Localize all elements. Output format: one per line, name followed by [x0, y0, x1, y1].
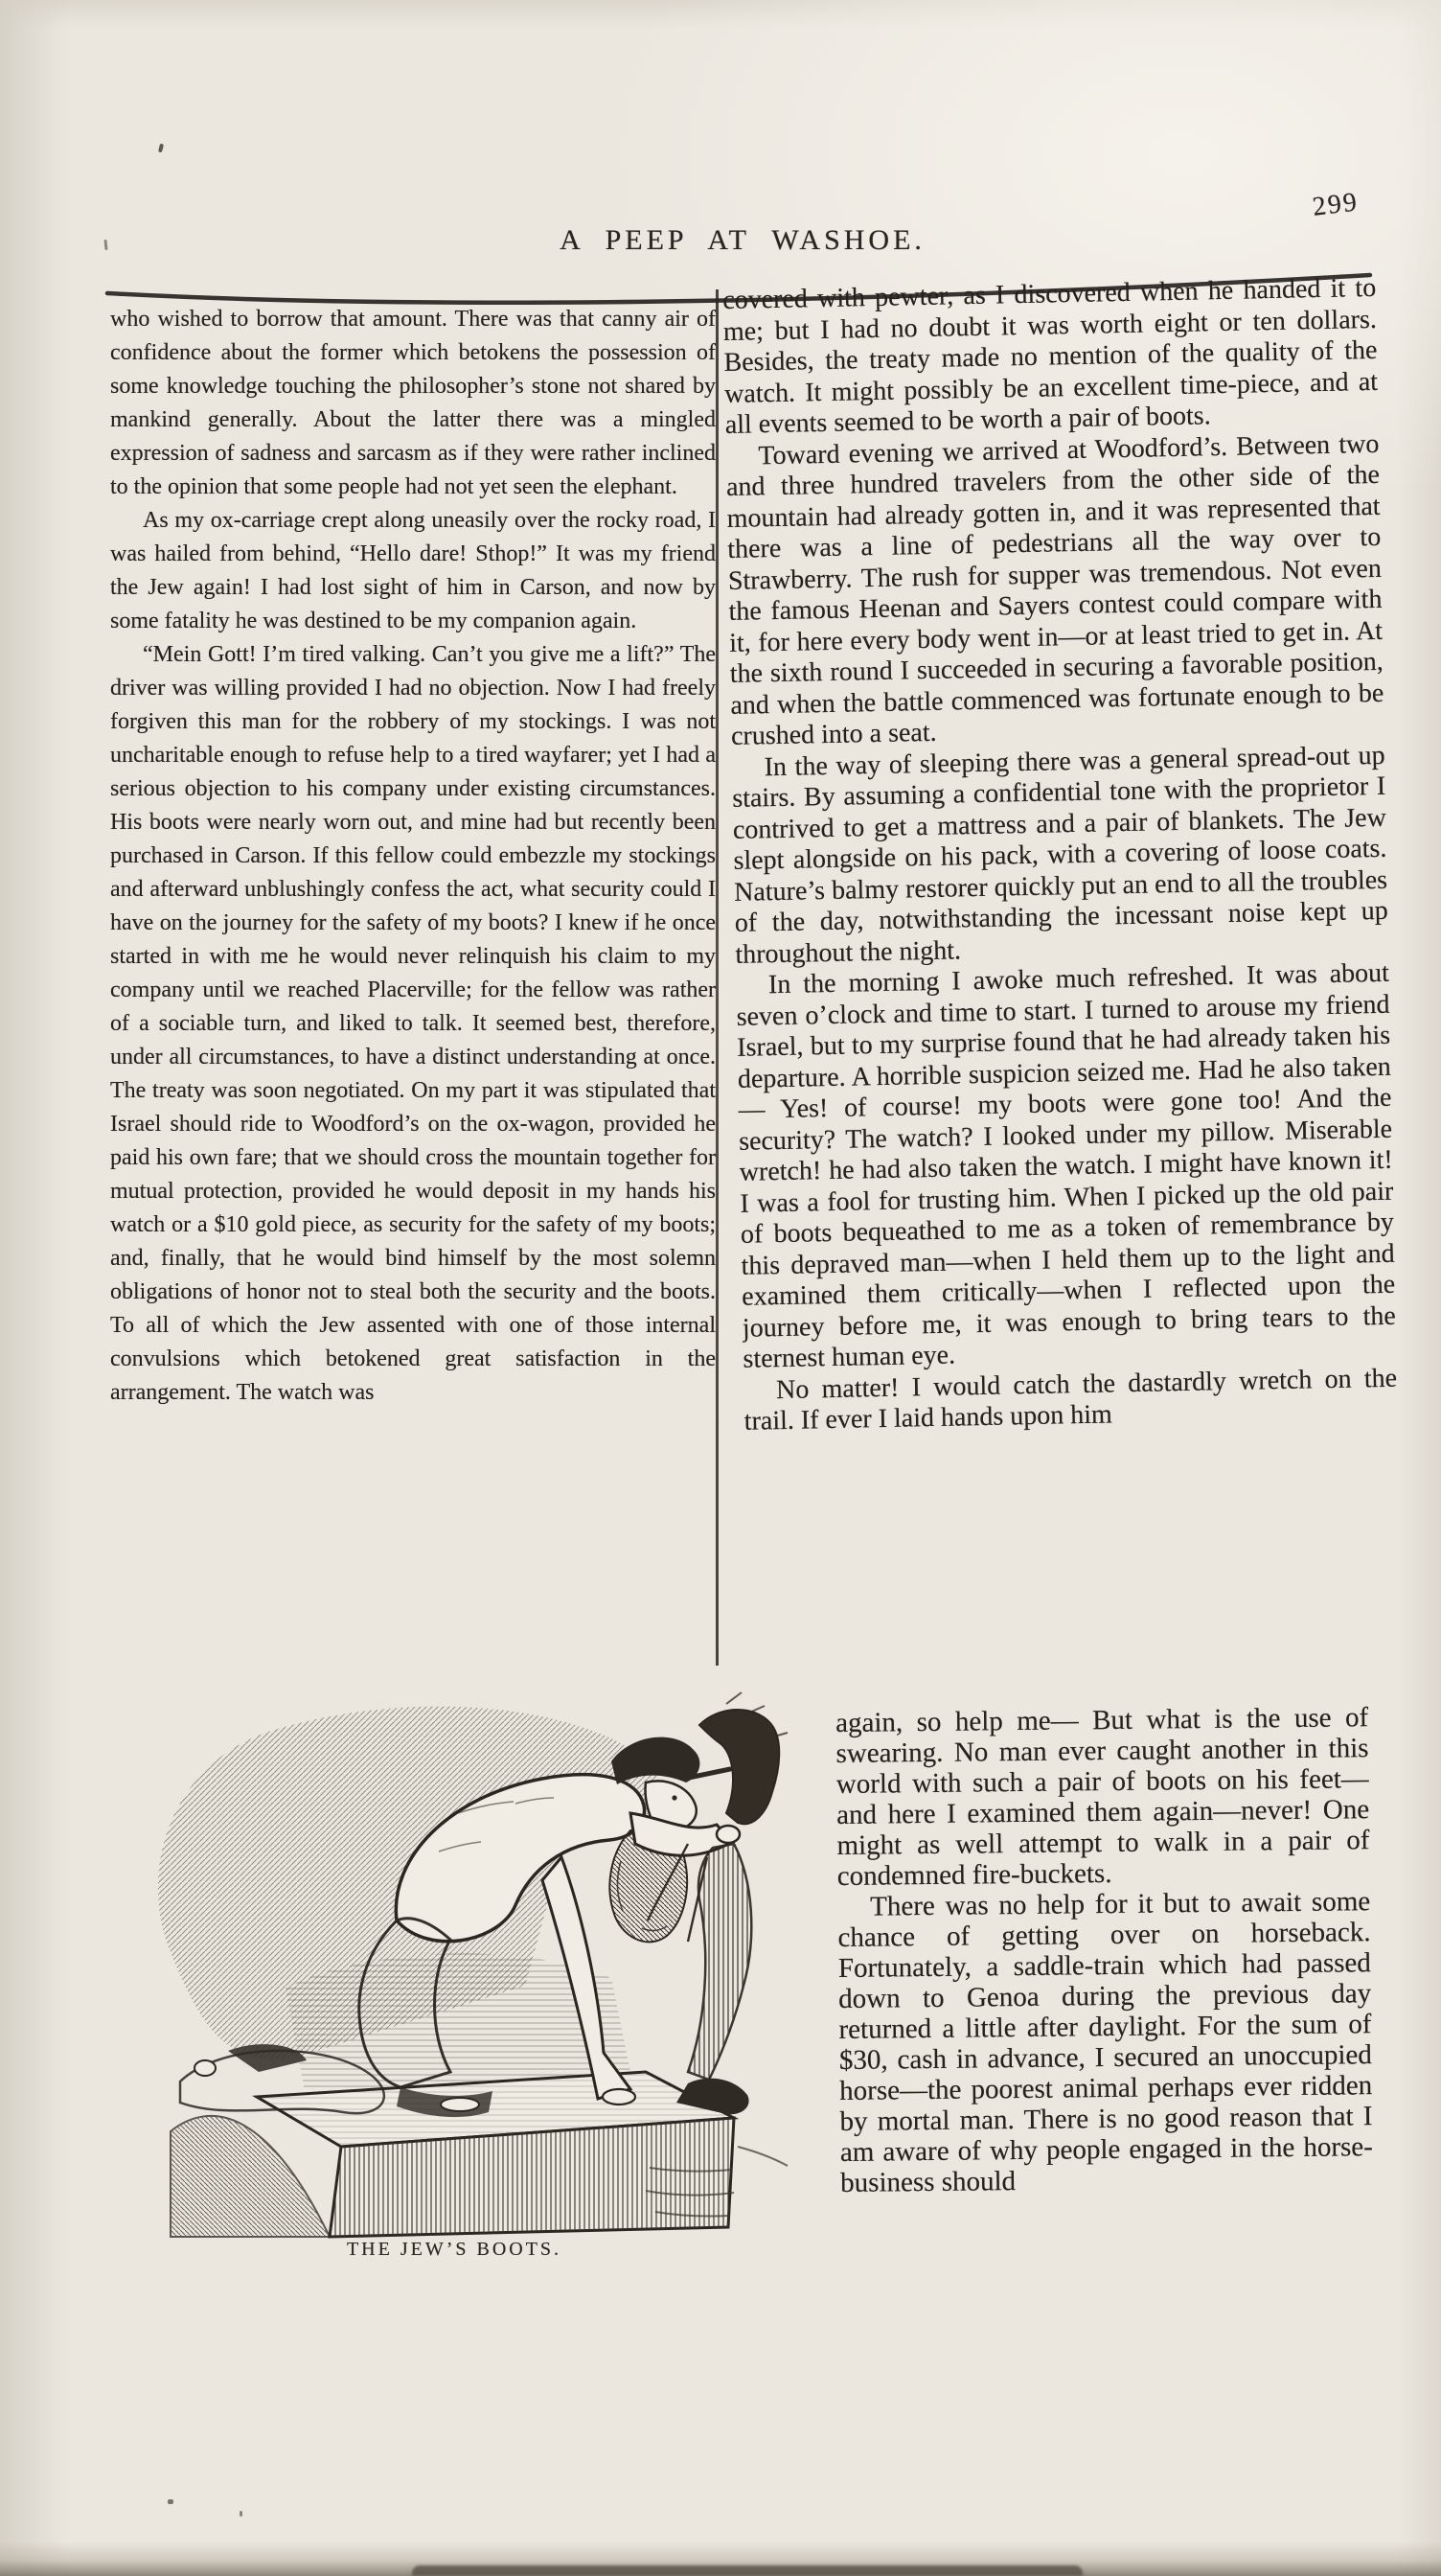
paragraph: covered with pewter, as I discovered when he handed it to me; but I had no doubt it was worth eight or ten dollars. Besides, the treaty made no mention of the quality of the watch. It might possibly be an excellent time-piece, and at all events seemed to be worth a pair of boots. [722, 272, 1379, 440]
paragraph: In the morning I awoke much refreshed. It was about seven o’clock and time to start. I turned to arouse my friend Israel, but to my surprise found that he had already taken his departure. A horrible suspicion seized me. Had he also taken— Yes! of course! my boots were gone too! And the security? The watch? I looked under my pillow. Miserable wretch! he had also taken the watch. I might have known it! I was a fool for trusting him. When I picked up the old pair of boots bequeathed to me as a token of remembrance by this depraved man—when I held them up to the light and examined them critically—when I reflected upon the journey before me, it was enough to bring tears to the sternest human eye. [736, 957, 1397, 1374]
illustration-caption: THE JEW’S BOOTS. [346, 2239, 562, 2260]
paragraph: There was no help for it but to await some chance of getting over on horseback. Fortunately, a saddle-train which had passed down to Genoa during the previous day returned a little after daylight. For the sum of $30, cash in advance, I secured an unoccupied horse—the poorest animal perhaps ever ridden by mortal man. There is no good reason that I am aware of why people engaged in the horse-business should [837, 1886, 1373, 2198]
paragraph: As my ox-carriage crept along uneasily over the rocky road, I was hailed from behind, “Hello dare! Sthop!” It was my friend the Jew again! I had lost sight of him in Carson, and now by some fatality he was destined to be my companion again. [110, 508, 716, 633]
paragraph: “Mein Gott! I’m tired valking. Can’t you give me a lift?” The driver was willing provided I had no objection. Now I had freely forgiven this man for the robbery of my stockings. I was not uncharitable enough to refuse help to a tired wayfarer; yet I had a serious objection to his company under existing circumstances. His boots were nearly worn out, and mine had but recently been purchased in Carson. If this fellow could embezzle my stockings and afterward unblushingly confess the act, what security could I have on the journey for the safety of my boots? I knew if he once started in with me he would never relinquish his claim to my company until we reached Placerville; for the fellow was rather of a sociable turn, and liked to talk. It seemed best, therefore, under all circumstances, to have a distinct understanding at once. The treaty was soon negotiated. On my part it was stipulated that Israel should ride to Woodford’s on the ox-wagon, provided he paid his own fare; that we should cross the mountain together for mutual protection, provided he would deposit in my hands his watch or a $10 gold piece, as security for the safety of my boots; and, finally, that he would bind himself by the most solemn obligations of honor not to steal both the security and the boots. To all of which the Jew assented with one of those internal convulsions which betokened great satisfaction in the arrangement. The watch was [110, 642, 716, 1405]
page-speck [158, 144, 164, 153]
column-divider [716, 289, 719, 1666]
right-column-wrapped [835, 1702, 1375, 2340]
page-speck [240, 2511, 242, 2517]
page-number: 299 [1311, 187, 1361, 222]
jews-boots-illustration [113, 1669, 795, 2241]
page-speck [168, 2499, 173, 2504]
paragraph: No matter! I would catch the dastardly wretch on the trail. If ever I laid hands upon him [743, 1363, 1398, 1437]
page-speck [103, 240, 107, 250]
page-title: A PEEP AT WASHOE. [560, 224, 926, 256]
paragraph: In the way of sleeping there was a general spread-out up stairs. By assuming a confidential tone with the proprietor I contrived to get a mattress and a pair of blankets. The Jew slept alongside on his pack, with a covering of loose coats. Nature’s balmy restorer quickly put an end to all the troubles of the day, notwithstanding the incessant noise kept up throughout the night. [731, 740, 1388, 970]
paragraph: again, so help me— But what is the use of swearing. No man ever caught another in this world with such a pair of boots on his feet—and here I examined them again—never! One might as well attempt to walk in a pair of condemned fire-buckets. [835, 1702, 1370, 1892]
paragraph: who wished to borrow that amount. There was that canny air of confidence about the former which betokens the possession of some knowledge touching the philosopher’s stone not shared by mankind generally. About the latter there was a mingled expression of sadness and sarcasm as if they were rather inclined to the opinion that some people had not yet seen the elephant. [110, 307, 716, 499]
left-column [110, 303, 716, 1668]
bottom-page-edge-shadow [412, 2565, 1083, 2576]
paragraph: Toward evening we arrived at Woodford’s. Between two and three hundred travelers from the other side of the mountain had already gotten in, and it was represented that there was a line of pedestrians all the way over to Strawberry. The rush for supper was tremendous. Not even the famous Heenan and Sayers contest could compare with it, for here every body went in—or at least tried to get in. At the sixth round I succeeded in securing a favorable position, and when the battle commenced was fortunate enough to be crushed into a seat. [725, 428, 1384, 751]
right-column [722, 273, 1403, 1702]
